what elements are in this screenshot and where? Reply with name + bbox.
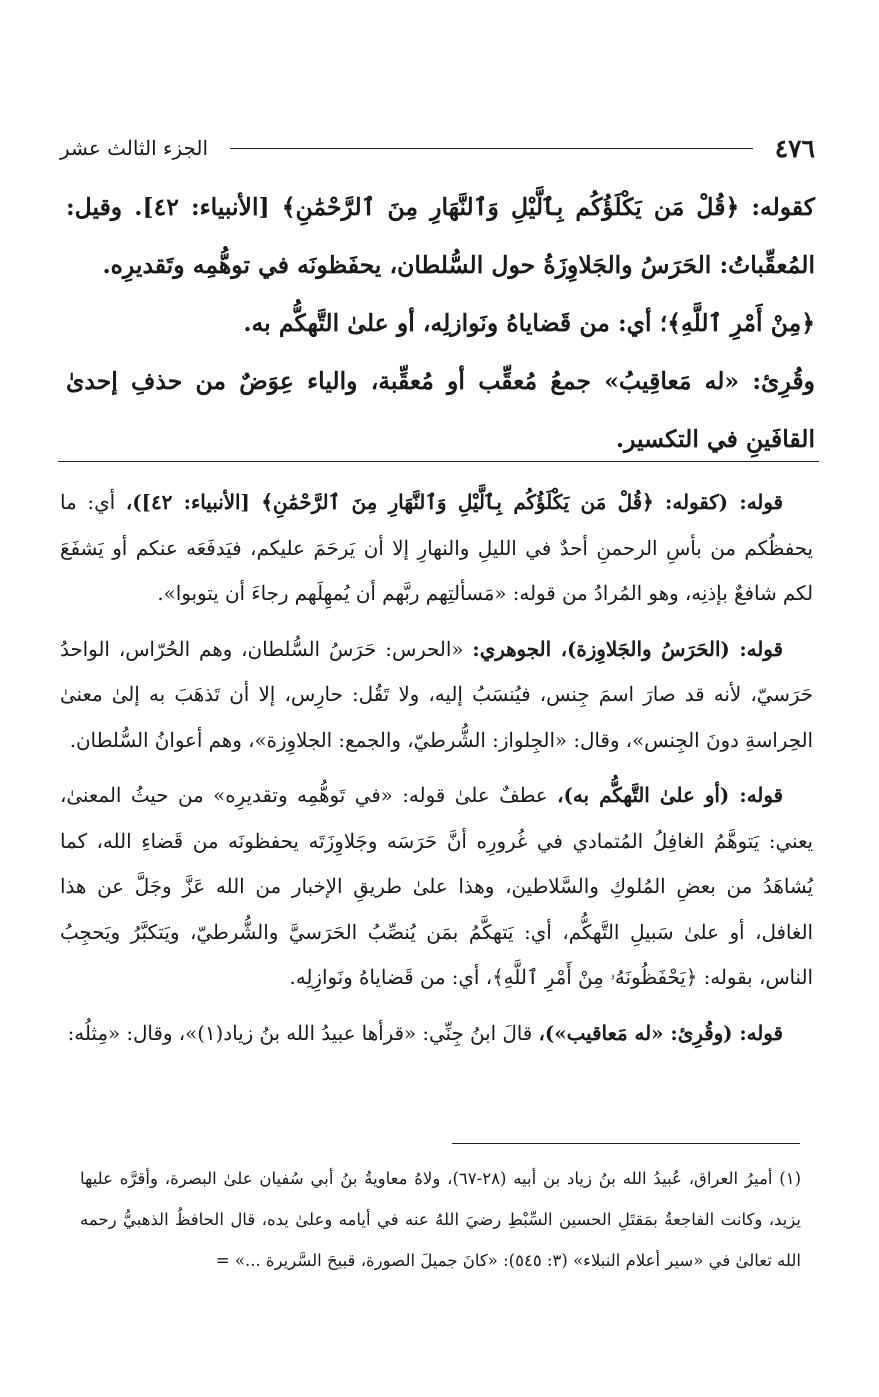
page-number: ٤٧٦ (774, 133, 815, 163)
commentary-body: «الحرس: حَرَسُ السُّلطان، وهم الحُرّاس، الواحدُ حَرَسيّ، لأنه قد صارَ اسمَ جِنس، فيُنسَبُ إليه، ولا تَقُل: حارِس، إلا أن تَذهَبَ به إلىٰ معنىٰ الحِراسةِ دونَ الجِنس»، وقال: «الجِلواز: الشُّرطيّ، والجمع: الجلاوِزة»، وهم أعوانُ السُّلطان. (60, 637, 813, 752)
commentary-paragraph (60, 480, 813, 617)
commentary-paragraph (60, 627, 813, 764)
header-rule (230, 148, 753, 149)
footnote-text: (١) أميرُ العراق، عُبيدُ الله بنُ زياد بن أبيه (٢٨-٦٧)، ولاهُ معاويةُ بنُ أبي سُفيان علىٰ البصرة، وأقرَّه عليها يزيد، وكانت الفاجعةُ بمَقتَلِ الحسين السِّبْطِ رضيَ اللهُ عنه في أيامه وعلىٰ يده، قال الحافظُ الذهبيُّ رحمه الله تعالىٰ في «سير أعلام النبلاء» (٣: ٥٤٥): «كانَ جميلَ الصورة، قبيحَ السَّريرة ...» = (80, 1169, 801, 1270)
commentary-paragraph (60, 1011, 813, 1057)
footnote (80, 1158, 801, 1281)
commentary-lead: قوله: (كقوله: ﴿قُلْ مَن يَكْلَؤُكُم بِٱلَّيْلِ وَٱلنَّهَارِ مِنَ ٱلرَّحْمَٰنِ﴾ [الأنبياء: ٤٢])، (125, 490, 784, 514)
page-header (60, 128, 815, 168)
matn-paragraph: وقُرِئ: «له مَعاقِيبُ» جمعُ مُعقِّب أو مُعقِّبة، والياء عِوَضٌ من حذفِ إحدىٰ القافَينِ في التكسير. (66, 367, 815, 453)
part-title: الجزء الثالث عشر (60, 136, 209, 160)
section-divider (58, 461, 819, 462)
commentary-paragraph (60, 773, 813, 1001)
commentary-body: أي: ما يحفظُكم من بأسِ الرحمنِ أحدٌ في الليلِ والنهارِ إلا أن يَرحَمَ عليكم، فيَدفَعَه عنكم أو يَشفَعَ لكم شافعٌ بإذنِه، وهو المُرادُ من قوله: «مَسألتِهم ربَّهم أن يُمهِلَهم رجاءَ أن يتوبوا». (60, 491, 813, 605)
matn-text (66, 178, 815, 468)
commentary-lead: قوله: (أو علىٰ التَّهكُّم به)، (557, 783, 783, 807)
commentary-body: قالَ ابنُ جِنِّي: «قرأها عبيدُ الله بنُ زياد(١)»، وقال: «مِثلُه: (67, 1021, 539, 1045)
commentary-lead: قوله: (الحَرَسُ والجَلاوِزة)، الجوهري: (472, 636, 783, 661)
footnote-rule (452, 1143, 800, 1144)
commentary-lead: قوله: (وقُرِئ: «له مَعاقيب»)، (538, 1020, 783, 1045)
matn-paragraph: كقوله: ﴿قُلْ مَن يَكْلَؤُكُم بِٱلَّيْلِ وَٱلنَّهَارِ مِنَ ٱلرَّحْمَٰنِ﴾ [الأنبياء: ٤٢]. وقيل: المُعقِّباتُ: الحَرَسُ والجَلاوِزَةُ حول السُّلطان، يحفَظونَه في توهُّمِه وتَقديرِه. (66, 193, 815, 279)
commentary-body: عطفٌ علىٰ قوله: «في تَوهُّمِه وتقديرِه» من حيثُ المعنىٰ، يعني: يَتوهَّمُ الغافِلُ المُتمادي في غُرورِه أنَّ حَرَسَه وجَلاوِزَتَه يحفظونَه من قَضاءِ الله، كما يُشاهَدُ من بعضِ المُلوكِ والسَّلاطين، وهذا علىٰ طريقِ الإخبار من الله عَزَّ وجَلَّ عن هذا الغافل، أو علىٰ سَبيلِ التَّهكُّم، أي: يَتهكَّمُ بمَن يُنصِّبُ الحَرَسيَّ والشُّرطيّ، ويَتكبَّرُ ويَحجِبُ الناس، بقوله: ﴿يَحْفَظُونَهُۥ مِنْ أَمْرِ ٱللَّهِ﴾، أي: من قَضاياهُ ونَوازِلِه. (60, 784, 813, 989)
commentary-text (60, 480, 813, 1066)
matn-paragraph: ﴿مِنْ أَمْرِ ٱللَّهِ﴾؛ أي: من قَضاياهُ ونَوازلِه، أو علىٰ التَّهكُّم به. (243, 309, 815, 337)
